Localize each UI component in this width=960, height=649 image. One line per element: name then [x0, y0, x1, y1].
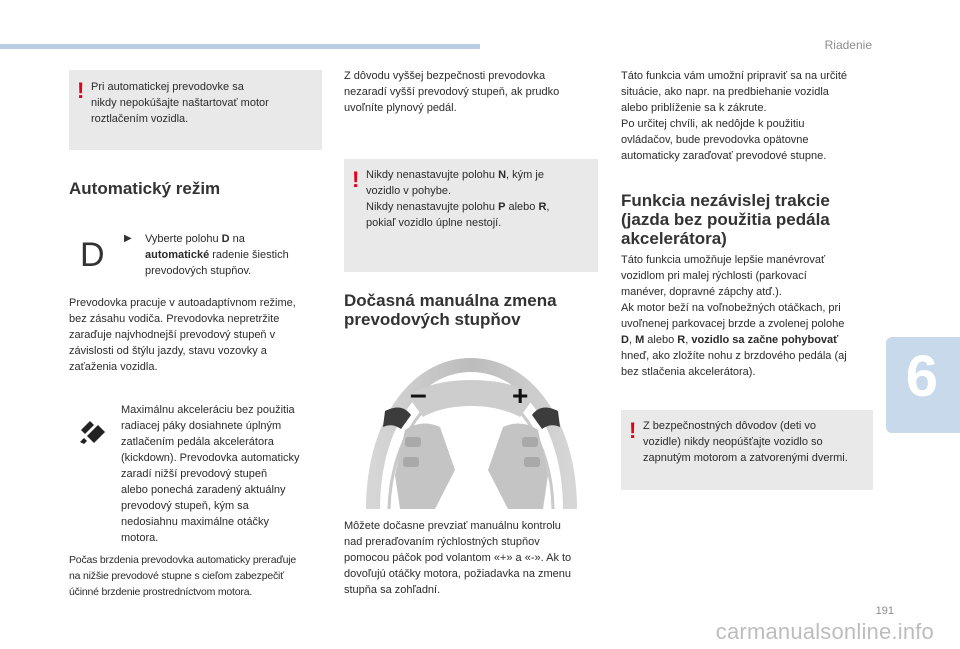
step-select-d: Vyberte polohu D na automatické radenie šiestich prevodových stupňov.	[145, 233, 289, 277]
paragraph-autoadaptive: Prevodovka pracuje v autoadaptívnom režime, bez zásahu vodiča. Prevodovka nepretržite zaraďuje najvhodnejší prevodový stupeň v závislosti od štýlu jazdy, stavu vozovky a zaťaženia vozidla.	[69, 297, 296, 373]
paragraph-engine-braking: Počas brzdenia prevodovka automaticky preraďuje na nižšie prevodové stupne s cieľom zabezpečiť účinné brzdenie prostredníctvom motora.	[69, 554, 297, 598]
warning-icon: !	[629, 418, 637, 443]
paragraph-kickdown: Maximálnu akceleráciu bez použitia radiacej páky dosiahnete úplným zatlačením pedála akcelerátora (kickdown). Prevodovka automaticky zaradí nižší prevodový stupeň alebo ponechá zaradený aktuálny prevodový stupeň, kým sa nedosiahnu maximálne otáčky motora.	[121, 404, 300, 544]
steering-wheel-paddles-illustration	[345, 345, 598, 509]
paragraph-function-purpose: Táto funkcia vám umožní pripraviť sa na určité situácie, ako napr. na predbiehanie vozidla alebo priblíženie sa k zákrute. Po určitej chvíli, ak nedôjde k použitiu ovládačov, bude prevodovka opätovne automaticky zaraďovať prevodové stupne.	[621, 70, 848, 162]
header-accent-bar	[0, 44, 480, 49]
warning-icon: !	[352, 167, 360, 192]
paragraph-manual-control: Môžete dočasne prevziať manuálnu kontrolu nad preraďovaním rýchlostných stupňov pomocou páčok pod volantom «+» a «-». Ak to dovoľujú otáčky motora, požiadavka na zmenu stupňa sa zohľadní.	[344, 520, 572, 596]
section-title: Riadenie	[824, 38, 872, 52]
warning-text: Pri automatickej prevodovke sa nikdy nepokúšajte naštartovať motor roztlačením vozidla.	[91, 81, 269, 125]
paragraph-low-speed-manoeuvre: Táto funkcia umožňuje lepšie manévrovať vozidlom pri malej rýchlosti (parkovací manéver, dopravné zápchy atď.). Ak motor beží na voľnobežných otáčkach, pri uvoľnenej parkovacej brzde a zvolenej polohe D, M alebo R, vozidlo sa začne pohybovať hneď, ako zložíte nohu z brzdového pedála (aj bez stlačenia akcelerátora).	[621, 254, 847, 378]
warning-text: Nikdy nenastavujte polohu N, kým je vozidlo v pohybe. Nikdy nenastavujte polohu P alebo R, pokiaľ vozidlo úplne nestojí.	[366, 169, 550, 229]
minus-paddle-label: –	[410, 378, 427, 411]
heading-automatic-mode: Automatický režim	[69, 179, 221, 198]
warning-box-gear-selection	[344, 159, 598, 272]
heading-manual-shift: Dočasná manuálna zmena prevodových stupňov	[344, 291, 557, 329]
warning-icon: !	[77, 78, 85, 103]
warning-box-push-start	[69, 70, 322, 150]
page-number: 191	[875, 605, 894, 617]
chapter-number: 6	[905, 344, 938, 409]
plus-paddle-label: +	[512, 380, 529, 411]
heading-independent-traction: Funkcia nezávislej trakcie (jazda bez použitia pedála akcelerátora)	[621, 191, 830, 248]
warning-text: Z bezpečnostných dôvodov (deti vo vozidle) nikdy neopúšťajte vozidlo so zapnutým motorom a zatvorenými dvermi.	[643, 420, 848, 464]
watermark: carmanualsonline.info	[715, 619, 934, 644]
kickdown-pedal-icon	[78, 416, 108, 446]
gear-d-symbol: D	[80, 236, 105, 274]
bullet-arrow-icon: ▶	[124, 233, 132, 244]
paragraph-safety-upshift: Z dôvodu vyššej bezpečnosti prevodovka nezaradí vyšší prevodový stupeň, ak prudko uvoľníte plynový pedál.	[344, 70, 560, 114]
warning-box-children	[621, 410, 873, 490]
